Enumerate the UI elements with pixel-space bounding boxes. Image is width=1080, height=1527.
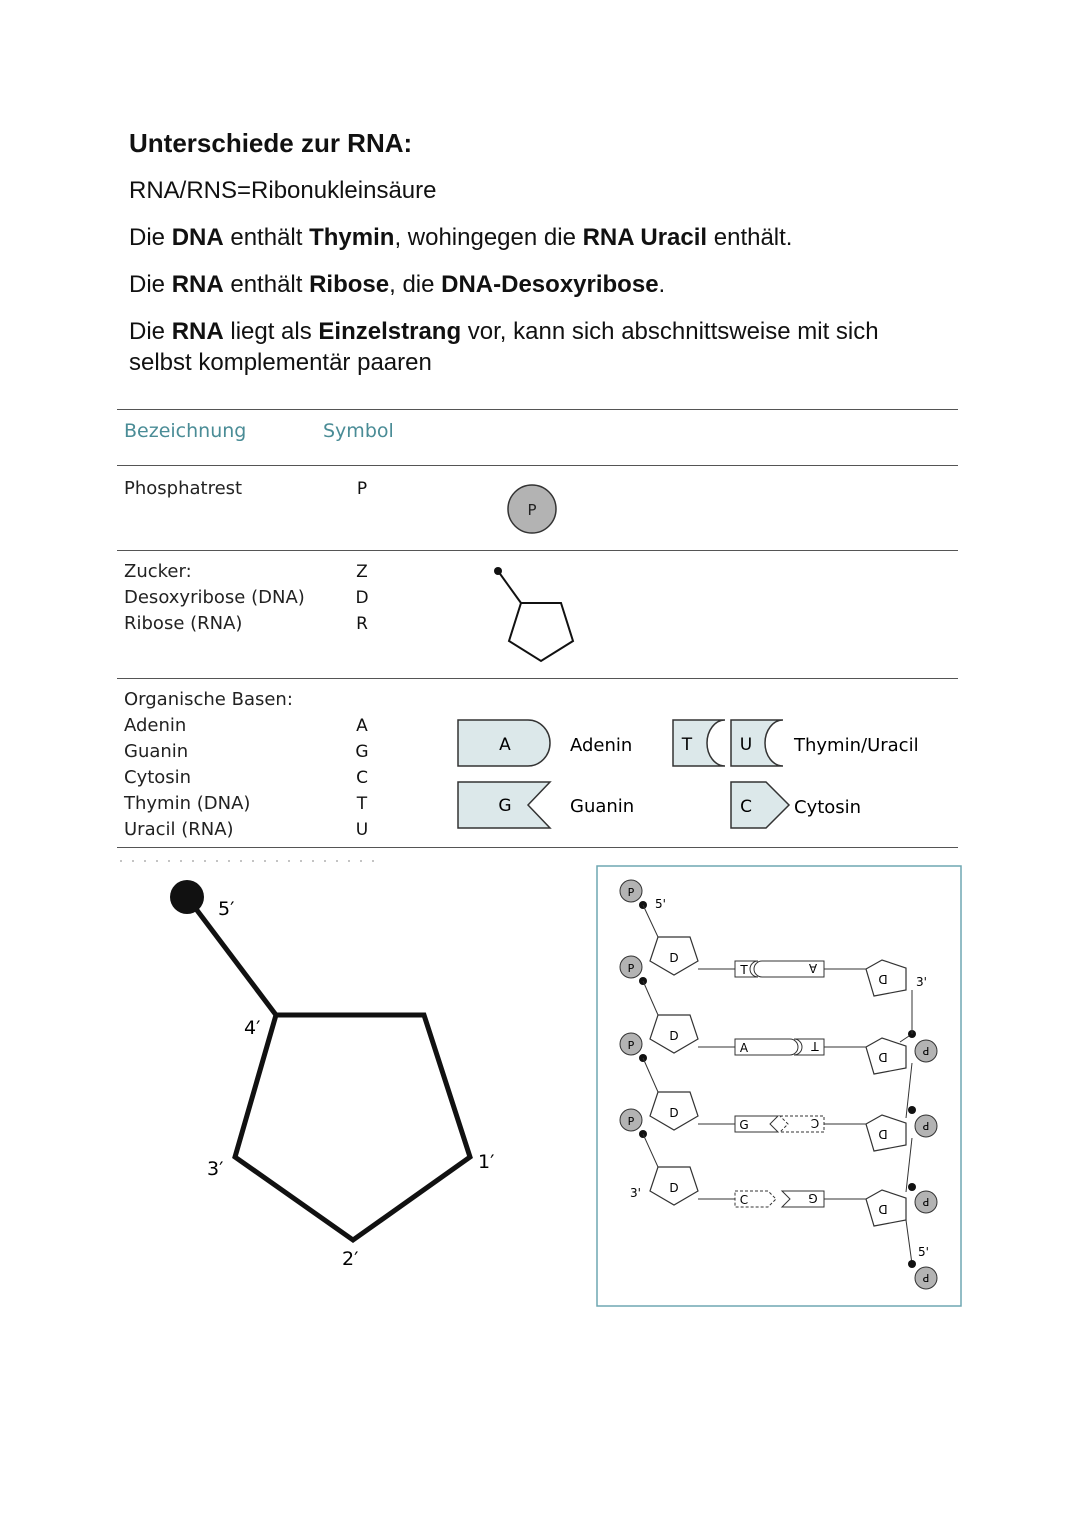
base-label: Organische Basen: xyxy=(124,689,293,710)
sugar-label: Ribose (RNA) xyxy=(124,613,243,634)
sugar-label: D xyxy=(878,1050,888,1064)
sugar-label: D xyxy=(878,972,888,986)
carbon-3-label: 3′ xyxy=(207,1158,224,1180)
thymin-shape-letter: T xyxy=(681,735,693,755)
adenin-shape-icon xyxy=(458,720,550,766)
numbered-sugar-pentagon xyxy=(170,880,494,1270)
sugar-label: D xyxy=(669,1106,679,1120)
phosphate-label: P xyxy=(922,1271,930,1284)
sugar-label: Zucker: xyxy=(124,561,192,582)
base-label: Guanin xyxy=(124,741,189,762)
thymin-uracil-legend: Thymin/Uracil xyxy=(794,735,919,756)
left-base-letter: A xyxy=(739,1041,749,1055)
text-line-4: Die RNA liegt als Einzelstrang vor, kann sich abschnittsweise mit sich xyxy=(129,318,879,345)
left-5-prime-label: 5' xyxy=(655,897,666,911)
carbon-2-label: 2′ xyxy=(342,1248,359,1270)
phosphate-label: P xyxy=(627,1039,635,1052)
sugar-symbol: D xyxy=(355,588,369,608)
base-label: Cytosin xyxy=(124,767,192,788)
right-5-prime-label: 5' xyxy=(918,1245,929,1259)
sugar-label: D xyxy=(878,1127,888,1141)
phosphate-icon-label: P xyxy=(527,501,537,519)
right-base-letter: G xyxy=(808,1191,818,1205)
phosphate-label: P xyxy=(922,1195,930,1208)
column-header-name: Bezeichnung xyxy=(124,420,247,442)
sugar-label: D xyxy=(669,951,679,965)
left-3-prime-label: 3' xyxy=(630,1186,641,1200)
phosphate-label: P xyxy=(922,1119,930,1132)
left-base-letter: G xyxy=(739,1118,749,1132)
column-header-symbol: Symbol xyxy=(323,420,394,442)
thymin-shape-icon xyxy=(673,720,725,766)
base-symbol: C xyxy=(356,768,368,788)
dna-double-strand-figure xyxy=(597,866,961,1306)
carbon-4-label: 4′ xyxy=(244,1017,261,1039)
adenin-legend: Adenin xyxy=(570,735,633,756)
text-line-3: Die RNA enthält Ribose, die DNA-Desoxyribose. xyxy=(129,271,666,298)
uracil-shape-letter: U xyxy=(739,735,753,755)
cytosin-legend: Cytosin xyxy=(794,797,862,818)
phosphate-symbol: P xyxy=(356,479,368,499)
right-base-letter: T xyxy=(811,1039,819,1053)
guanin-shape-icon xyxy=(458,782,550,828)
phosphate-icon xyxy=(508,485,556,533)
text-line-1: RNA/RNS=Ribonukleinsäure xyxy=(129,177,437,204)
figure-frame xyxy=(597,866,961,1306)
section-heading: Unterschiede zur RNA: xyxy=(129,128,413,158)
carbon-1-label: 1′ xyxy=(478,1151,495,1173)
phosphate-label: Phosphatrest xyxy=(124,478,243,499)
left-base-letter: C xyxy=(739,1193,749,1207)
base-symbol: A xyxy=(356,716,368,736)
base-label: Adenin xyxy=(124,715,187,736)
sugar-symbol: Z xyxy=(356,562,368,582)
cytosin-shape-icon xyxy=(731,782,789,828)
guanin-shape-letter: G xyxy=(498,796,512,816)
sugar-pentagon-icon xyxy=(494,567,573,661)
sugar-label: D xyxy=(669,1029,679,1043)
base-symbol: T xyxy=(356,794,368,814)
sugar-symbol: R xyxy=(356,614,368,634)
phosphate-label: P xyxy=(627,1115,635,1128)
cytosin-shape-letter: C xyxy=(740,797,752,817)
carbon-5-label: 5′ xyxy=(218,898,235,920)
right-3-prime-label: 3' xyxy=(916,975,927,989)
left-base-letter: T xyxy=(740,963,748,977)
phosphate-label: P xyxy=(922,1044,930,1057)
phosphate-label: P xyxy=(627,886,635,899)
guanin-legend: Guanin xyxy=(570,796,635,817)
base-label: Uracil (RNA) xyxy=(124,819,234,840)
base-symbol: U xyxy=(355,820,369,840)
sugar-label: Desoxyribose (DNA) xyxy=(124,587,305,608)
right-base-letter: C xyxy=(810,1116,820,1130)
text-line-5: selbst komplementär paaren xyxy=(129,349,432,376)
right-base-letter: A xyxy=(808,961,818,975)
text-line-2: Die DNA enthält Thymin, wohingegen die RNA Uracil enthält. xyxy=(129,224,793,251)
base-label: Thymin (DNA) xyxy=(124,793,251,814)
sugar-label: D xyxy=(878,1202,888,1216)
base-symbol: G xyxy=(355,742,369,762)
phosphate-label: P xyxy=(627,962,635,975)
adenin-shape-letter: A xyxy=(499,735,511,755)
uracil-shape-icon xyxy=(731,720,783,766)
sugar-label: D xyxy=(669,1181,679,1195)
